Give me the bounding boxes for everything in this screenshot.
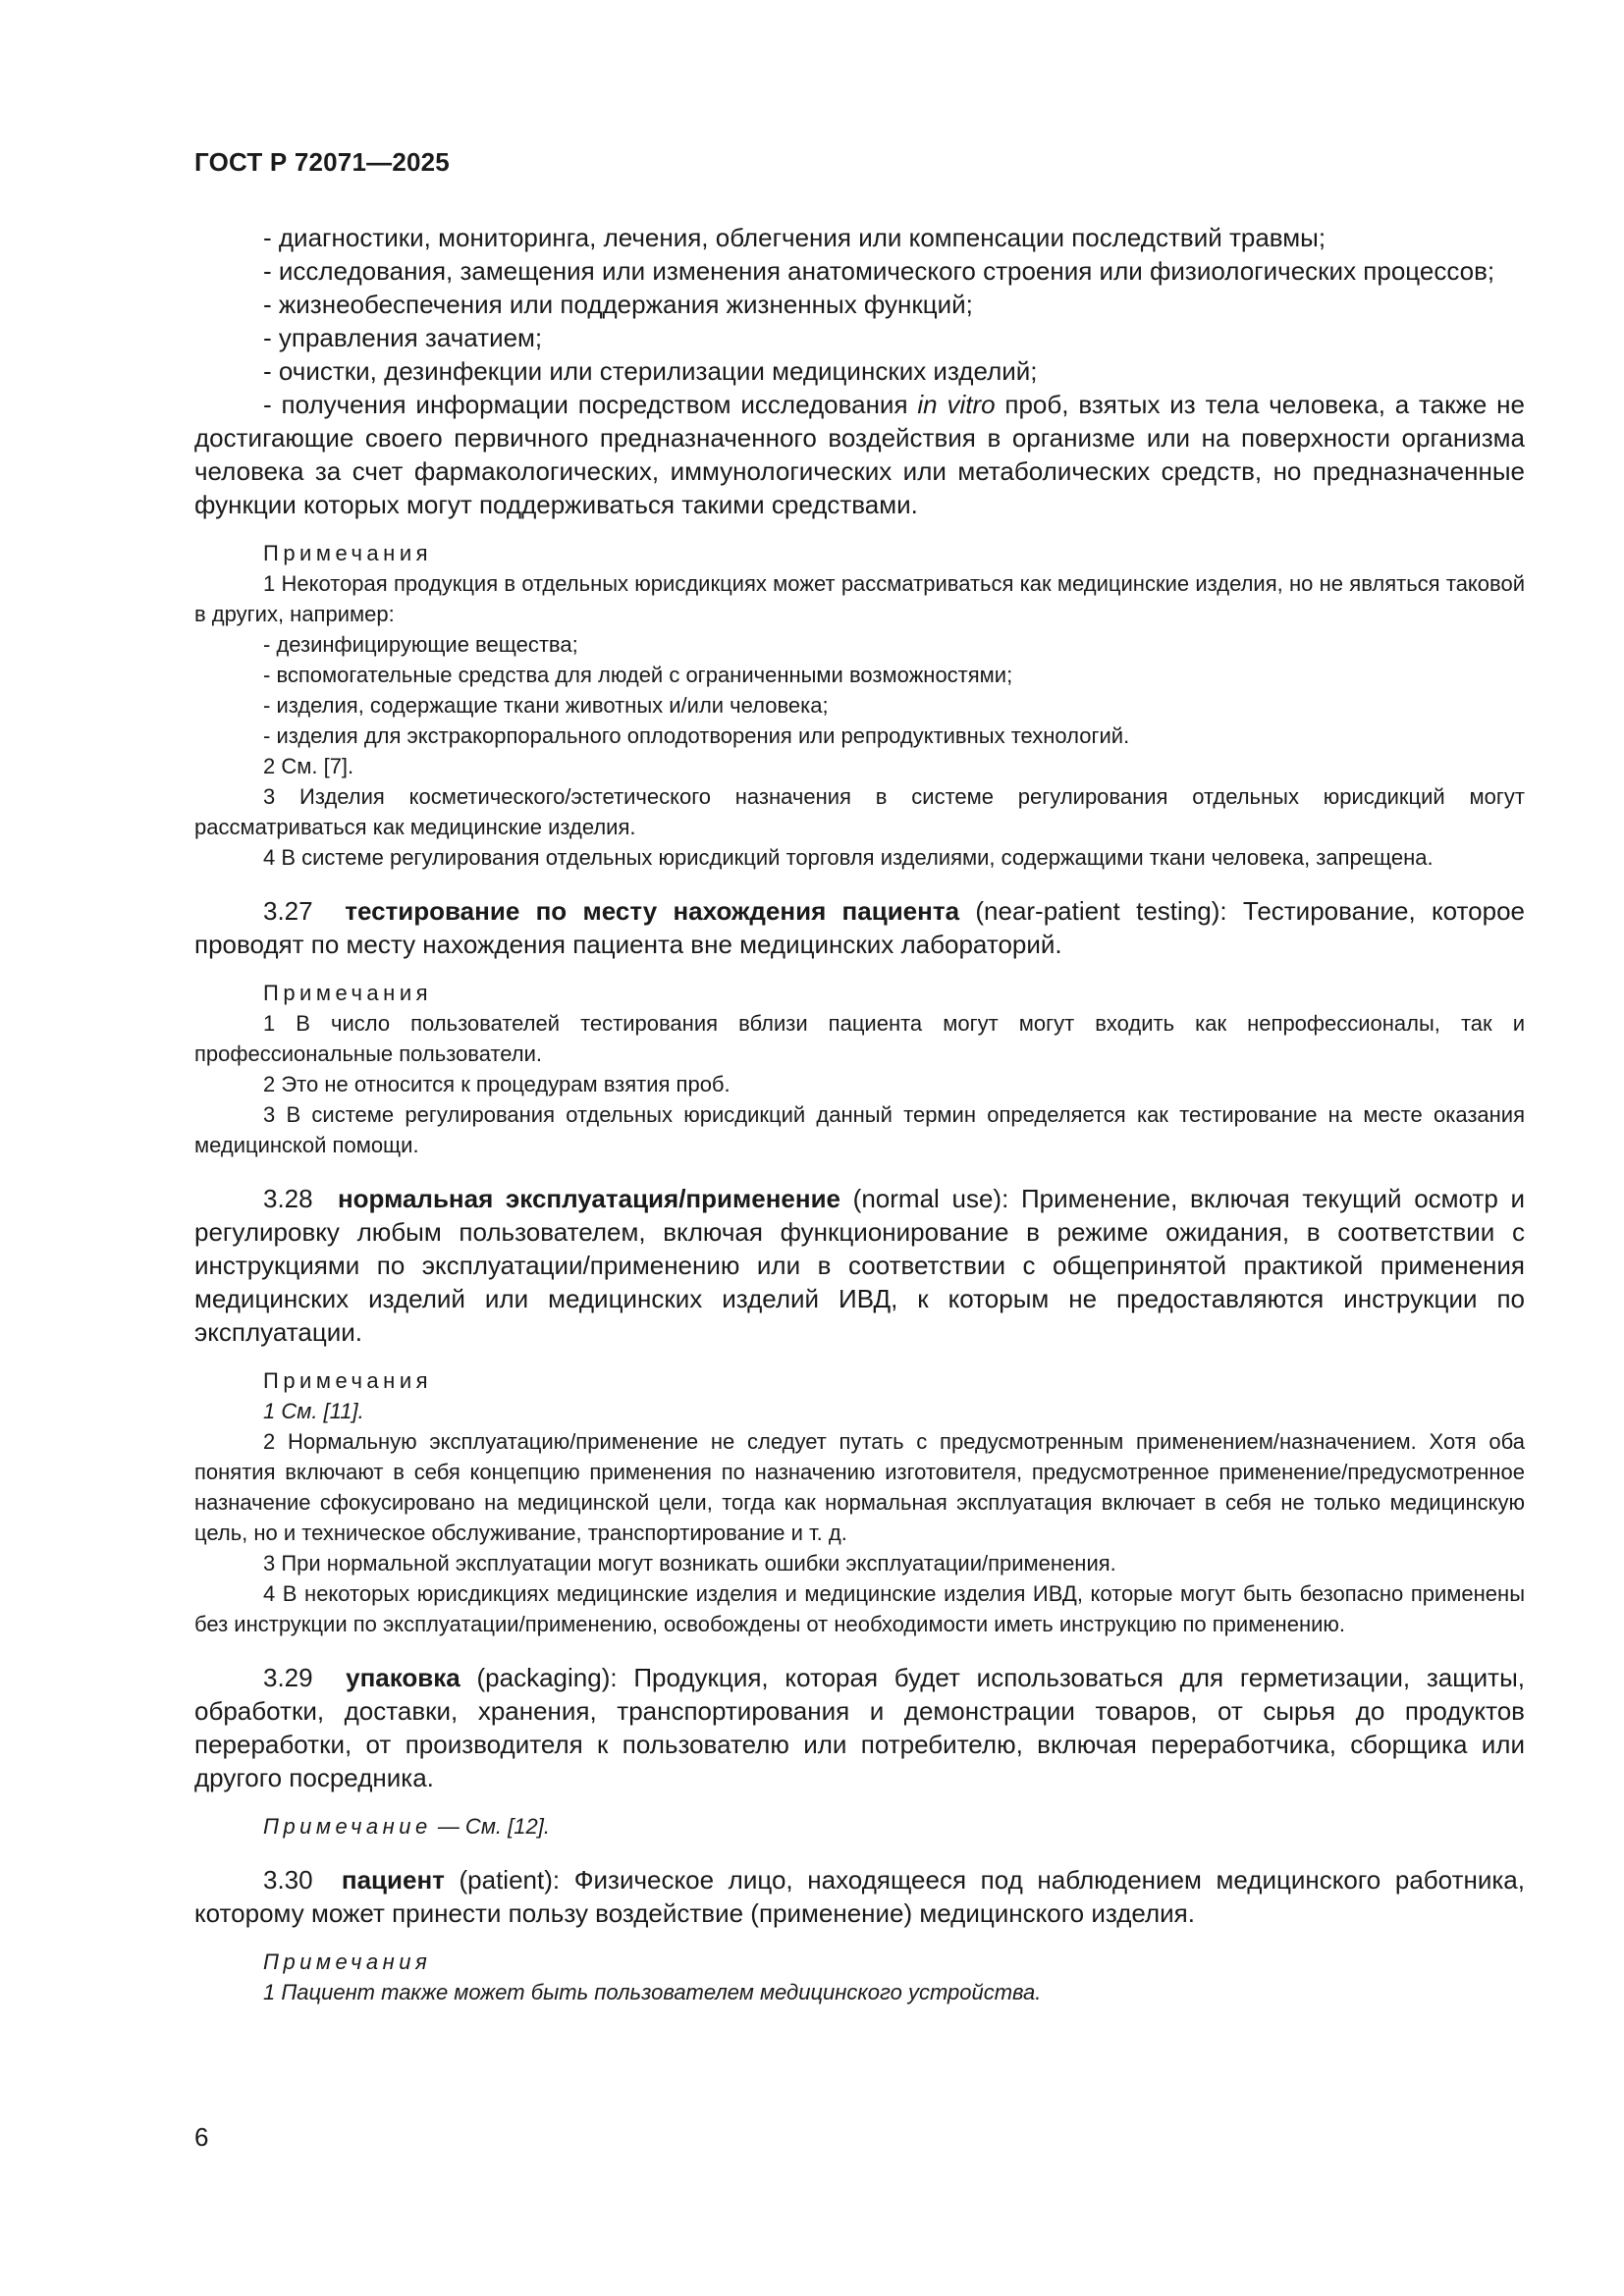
section-3-27 xyxy=(194,894,1525,1160)
notes-block xyxy=(194,539,1525,873)
notes-title: Примечания xyxy=(263,1368,433,1393)
definition-text: (near-patient testing): Тестирование, которое проводят по месту нахождения пациента вне медицинских лабораторий. xyxy=(194,896,1525,959)
term-definition xyxy=(194,1661,1525,1794)
notes-title: Примечания xyxy=(263,981,433,1005)
term-definition xyxy=(194,1182,1525,1349)
section-number: 3.28 xyxy=(263,1184,313,1213)
document-page xyxy=(194,147,1525,2007)
section-3-28 xyxy=(194,1182,1525,1639)
list-item: - управления зачатием; xyxy=(263,323,543,352)
definition-text: (patient): Физическое лицо, находящееся под наблюдением медицинского работника, которому может принести пользу воздействие (применение) медицинского изделия. xyxy=(194,1865,1525,1928)
note-item: 3 В системе регулирования отдельных юрисдикций данный термин определяется как тестирование на месте оказания медицинской помощи. xyxy=(194,1102,1525,1157)
term-definition xyxy=(194,894,1525,961)
note-item: - изделия для экстракорпорального оплодотворения или репродуктивных технологий. xyxy=(263,723,1130,748)
note-item: 1 В число пользователей тестирования вблизи пациента могут могут входить как непрофессионалы, так и профессиональные пользователи. xyxy=(194,1011,1525,1066)
note-item: - изделия, содержащие ткани животных и/или человека; xyxy=(263,693,829,718)
note-text: — См. [12]. xyxy=(431,1814,550,1839)
note-item: 2 Это не относится к процедурам взятия проб. xyxy=(263,1072,731,1096)
note-label: Примечание xyxy=(263,1814,432,1839)
note-item: 4 В некоторых юрисдикциях медицинские изделия и медицинские изделия ИВД, которые могут быть безопасно применены без инструкции по эксплуатации/применению, освобождены от необходимости иметь инструкцию по применению. xyxy=(194,1581,1525,1636)
section-number: 3.29 xyxy=(263,1663,313,1692)
list-item: - жизнеобеспечения или поддержания жизненных функций; xyxy=(263,290,973,319)
note-item: 1 См. [11]. xyxy=(263,1399,364,1423)
definition-text: (packaging): Продукция, которая будет использоваться для герметизации, защиты, обработки, доставки, хранения, транспортирования и демонстрации товаров, от сырья до продуктов переработки, от производителя к пользователю или потребителю, включая переработчика, сборщика или другого посредника. xyxy=(194,1663,1525,1792)
section-number: 3.30 xyxy=(263,1865,313,1895)
section-3-29 xyxy=(194,1661,1525,1842)
notes-title: Примечания xyxy=(263,541,433,565)
definition-text: (normal use): Применение, включая текущий осмотр и регулировку любым пользователем, включая функционирование в режиме ожидания, в соответствии с инструкциями по эксплуатации/применению или в соответствии с общепринятой практикой применения медицинских изделий или медицинских изделий ИВД, к которым не предоставляются инструкции по эксплуатации. xyxy=(194,1184,1525,1347)
note-item: - вспомогательные средства для людей с ограниченными возможностями; xyxy=(263,663,1013,687)
note-item: 4 В системе регулирования отдельных юрисдикций торговля изделиями, содержащими ткани человека, запрещена. xyxy=(263,845,1434,870)
term-name: тестирование по месту нахождения пациента xyxy=(345,896,960,926)
page-number: 6 xyxy=(194,2122,209,2152)
term-name: нормальная эксплуатация/применение xyxy=(337,1184,841,1213)
note-item: 1 Пациент также может быть пользователем медицинского устройства. xyxy=(263,1980,1042,2004)
section-3-30 xyxy=(194,1863,1525,2007)
list-item: - очистки, дезинфекции или стерилизации медицинских изделий; xyxy=(263,356,1038,386)
list-item: - исследования, замещения или изменения анатомического строения или физиологических процессов; xyxy=(263,256,1495,286)
note-item: - дезинфицирующие вещества; xyxy=(263,632,578,657)
list-item xyxy=(194,388,1525,521)
list-item: - диагностики, мониторинга, лечения, облегчения или компенсации последствий травмы; xyxy=(263,223,1326,252)
italic-term: in vitro xyxy=(917,390,996,419)
list-item-text: - получения информации посредством исследования xyxy=(263,390,918,419)
notes-title: Примечания xyxy=(263,1949,432,1974)
document-header: ГОСТ Р 72071—2025 xyxy=(194,147,450,177)
term-name: упаковка xyxy=(346,1663,460,1692)
note-item: 2 См. [7]. xyxy=(263,754,354,778)
note-item: 2 Нормальную эксплуатацию/применение не следует путать с предусмотренным применением/назначением. Хотя оба понятия включают в себя концепцию применения по назначению изготовителя, предусмотренное применение/предусмотренное назначение сфокусировано на медицинской цели, тогда как нормальная эксплуатация включает в себя не только медицинскую цель, но и техническое обслуживание, транспортирование и т. д. xyxy=(194,1429,1525,1545)
note-item: 3 Изделия косметического/эстетического назначения в системе регулирования отдельных юрисдикций могут рассматриваться как медицинские изделия. xyxy=(194,784,1525,839)
note-item: 1 Некоторая продукция в отдельных юрисдикциях может рассматриваться как медицинские изделия, но не являться таковой в других, например: xyxy=(194,571,1525,626)
term-name: пациент xyxy=(341,1865,445,1895)
term-definition xyxy=(194,1863,1525,1930)
note-item: 3 При нормальной эксплуатации могут возникать ошибки эксплуатации/применения. xyxy=(263,1551,1116,1575)
section-number: 3.27 xyxy=(263,896,313,926)
intro-list xyxy=(194,221,1525,521)
list-item-text: проб, взятых из тела человека, а также не достигающие своего первичного предназначенного воздействия в организме или на поверхности организма человека за счет фармакологических, иммунологических или метаболических средств, но предназначенные функции которых могут поддерживаться такими средствами. xyxy=(194,390,1525,519)
single-note xyxy=(194,1812,1525,1842)
